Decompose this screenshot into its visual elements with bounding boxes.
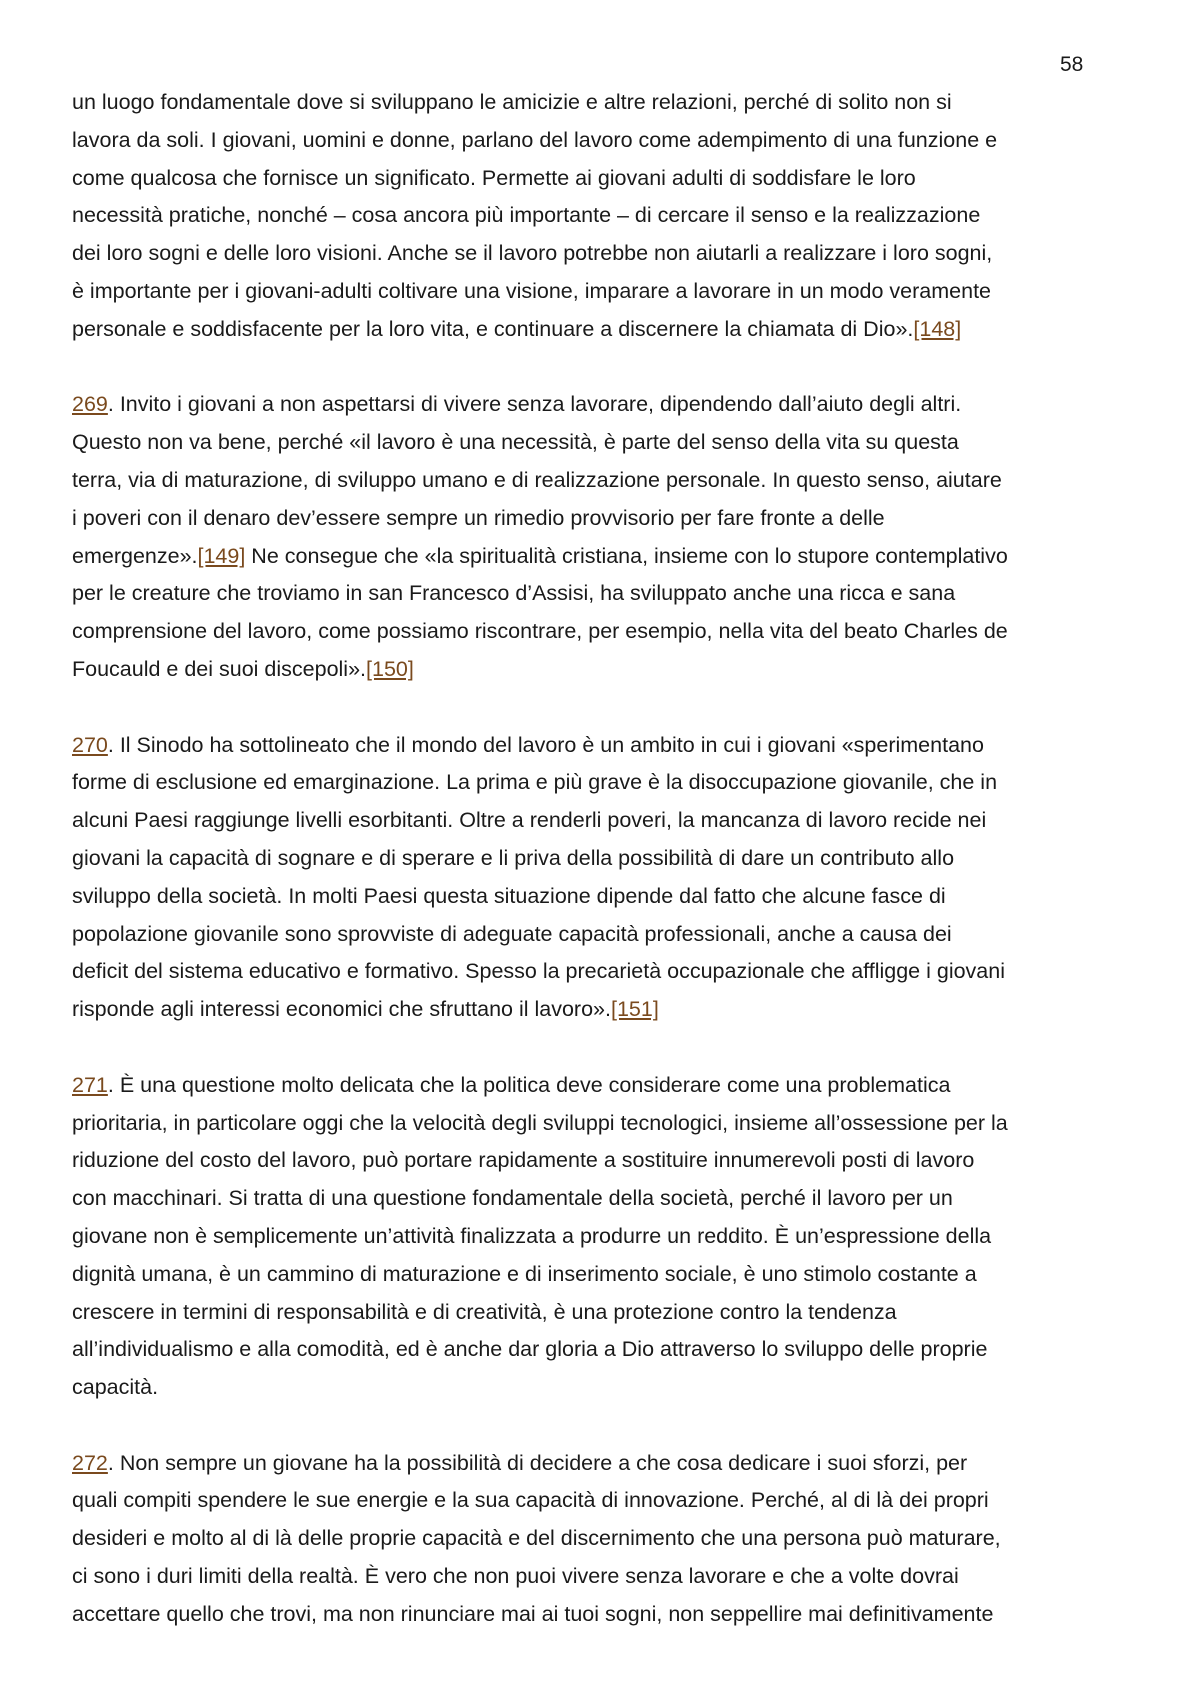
text-segment: Ne consegue che «la spiritualità cristiana, insieme con lo stupore contemplativo <box>245 543 1008 568</box>
text-line: lavora da soli. I giovani, uomini e donne, parlano del lavoro come adempimento di una funzione e <box>72 127 998 152</box>
paragraph-271 <box>72 1067 1132 1407</box>
page-number: 58 <box>1060 53 1084 76</box>
text-line: con macchinari. Si tratta di una questione fondamentale della società, perché il lavoro per un <box>72 1186 953 1211</box>
text-line: alcuni Paesi raggiunge livelli esorbitanti. Oltre a renderli poveri, la mancanza di lavoro recide nei <box>72 808 987 833</box>
text-line: comprensione del lavoro, come possiamo riscontrare, per esempio, nella vita del beato Charles de <box>72 619 1008 644</box>
document-body <box>72 84 1132 1634</box>
text-line: accettare quello che trovi, ma non rinunciare mai ai tuoi sogni, non seppellire mai definitivamente <box>72 1601 994 1626</box>
paragraph-272 <box>72 1445 1132 1634</box>
paragraph-number-link-271[interactable]: 271 <box>72 1072 108 1097</box>
text-line: dignità umana, è un cammino di maturazione e di inserimento sociale, è uno stimolo costante a <box>72 1261 977 1286</box>
text-line: terra, via di maturazione, di sviluppo umano e di realizzazione personale. In questo senso, aiutare <box>72 467 1002 492</box>
text-line <box>72 386 1132 424</box>
text-line: dei loro sogni e delle loro visioni. Anche se il lavoro potrebbe non aiutarli a realizzare i loro sogni, <box>72 241 993 266</box>
text-line: prioritaria, in particolare oggi che la velocità degli sviluppi tecnologici, insieme all’ossessione per la <box>72 1110 1008 1135</box>
text-line: come qualcosa che fornisce un significato. Permette ai giovani adulti di soddisfare le loro <box>72 165 916 190</box>
text-line <box>72 538 1132 576</box>
text-line: giovane non è semplicemente un’attività finalizzata a produrre un reddito. È un’espressione della <box>72 1223 992 1248</box>
paragraph-number-link-269[interactable]: 269 <box>72 392 108 417</box>
text-segment: emergenze». <box>72 543 198 568</box>
text-line <box>72 1067 1132 1105</box>
text-segment: . Non sempre un giovane ha la possibilità di decidere a che cosa dedicare i suoi sforzi, per <box>107 1450 968 1475</box>
text-segment: Foucauld e dei suoi discepoli». <box>72 656 367 681</box>
footnote-link-151[interactable]: [151] <box>610 997 659 1022</box>
text-line: necessità pratiche, nonché – cosa ancora più importante – di cercare il senso e la realizzazione <box>72 203 981 228</box>
text-line: un luogo fondamentale dove si sviluppano le amicizie e altre relazioni, perché di solito non si <box>72 90 952 114</box>
paragraph-269 <box>72 386 1132 688</box>
text-line: sviluppo della società. In molti Paesi questa situazione dipende dal fatto che alcune fasce di <box>72 883 946 908</box>
paragraph-number-link-272[interactable]: 272 <box>72 1450 108 1475</box>
text-line: per le creature che troviamo in san Francesco d’Assisi, ha sviluppato anche una ricca e sana <box>72 581 956 606</box>
text-line <box>72 1445 1132 1483</box>
text-line: Questo non va bene, perché «il lavoro è una necessità, è parte del senso della vita su questa <box>72 430 959 455</box>
text-segment: . È una questione molto delicata che la politica deve considerare come una problematica <box>107 1072 951 1097</box>
text-segment: . Il Sinodo ha sottolineato che il mondo del lavoro è un ambito in cui i giovani «sperimentano <box>107 732 984 757</box>
paragraph-270 <box>72 727 1132 1029</box>
text-line: desideri e molto al di là delle proprie capacità e del discernimento che una persona può maturare, <box>72 1526 1001 1551</box>
text-line <box>72 311 1132 349</box>
paragraph-continuation <box>72 84 1132 349</box>
text-segment: risponde agli interessi economici che sfruttano il lavoro». <box>72 997 611 1022</box>
text-segment: personale e soddisfacente per la loro vita, e continuare a discernere la chiamata di Dio». <box>72 316 914 341</box>
text-line: è importante per i giovani-adulti coltivare una visione, imparare a lavorare in un modo veramente <box>72 278 992 303</box>
text-line: deficit del sistema educativo e formativo. Spesso la precarietà occupazionale che affligge i giovani <box>72 959 1005 984</box>
footnote-link-148[interactable]: [148] <box>913 316 962 341</box>
text-line: popolazione giovanile sono sprovviste di adeguate capacità professionali, anche a causa dei <box>72 921 952 946</box>
text-segment: . Invito i giovani a non aspettarsi di vivere senza lavorare, dipendendo dall’aiuto degli altri. <box>107 392 962 417</box>
paragraph-number-link-270[interactable]: 270 <box>72 732 108 757</box>
footnote-link-150[interactable]: [150] <box>366 656 414 681</box>
text-line: all’individualismo e alla comodità, ed è anche dar gloria a Dio attraverso lo sviluppo delle proprie <box>72 1337 988 1362</box>
text-line <box>72 651 1132 689</box>
text-line: i poveri con il denaro dev’essere sempre un rimedio provvisorio per fare fronte a delle <box>72 505 885 530</box>
text-line: crescere in termini di responsabilità e di creatività, è una protezione contro la tendenza <box>72 1299 897 1324</box>
footnote-link-149[interactable]: [149] <box>197 543 246 568</box>
text-line: quali compiti spendere le sue energie e la sua capacità di innovazione. Perché, al di là dei propri <box>72 1488 989 1513</box>
text-line: capacità. <box>72 1375 159 1400</box>
text-line: forme di esclusione ed emarginazione. La prima e più grave è la disoccupazione giovanile, che in <box>72 770 998 795</box>
text-line <box>72 991 1132 1029</box>
text-line: ci sono i duri limiti della realtà. È vero che non puoi vivere senza lavorare e che a volte dovrai <box>72 1564 959 1589</box>
text-line <box>72 727 1132 765</box>
text-line: giovani la capacità di sognare e di sperare e li priva della possibilità di dare un contributo allo <box>72 845 955 870</box>
text-line: riduzione del costo del lavoro, può portare rapidamente a sostituire innumerevoli posti di lavoro <box>72 1148 975 1173</box>
